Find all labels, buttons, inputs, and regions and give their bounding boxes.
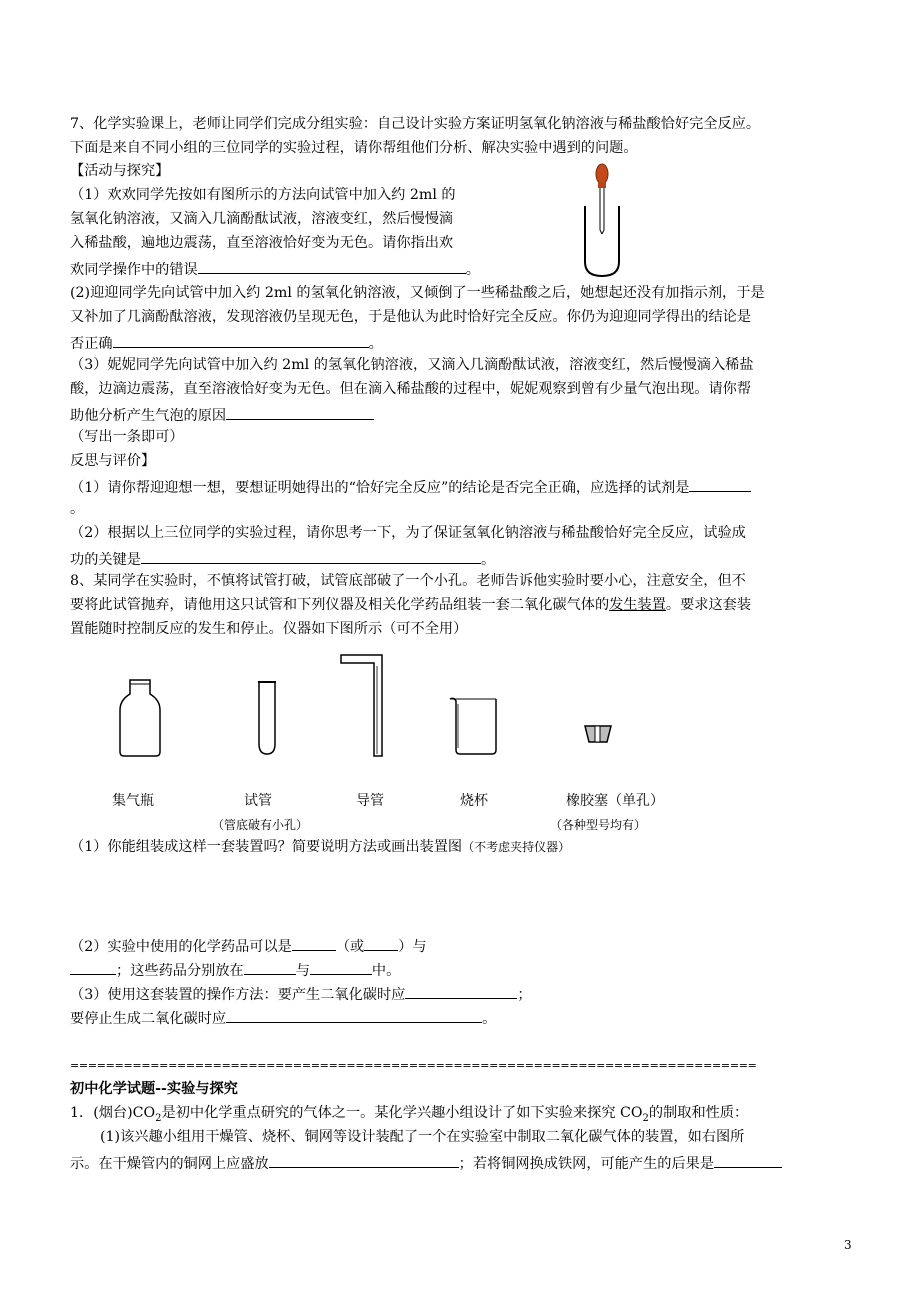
q7-r2-period: 。 [480,552,496,568]
q8-s2-text-b: （或 [335,939,365,955]
q8-s3-blank-2[interactable] [226,1006,482,1023]
q7-activity-heading: 【活动与探究】 [70,163,170,179]
q8-s1 [70,837,570,857]
q7-p3-line3 [70,403,374,426]
section-q1-text-a: 1．(烟台)CO [70,1105,156,1121]
label-test-tube: 试管 [244,793,272,809]
q8-s1-text: （1）你能组装成这样一套装置吗？简要说明方法或画出装置图 [70,839,463,855]
q7-p3-line2: 酸，边滴边震荡，直至溶液恰好变为无色。但在滴入稀盐酸的过程中，妮妮观察到曾有少量气泡出现。请你帮 [70,381,752,397]
rubber-stopper-icon [584,724,612,744]
test-tube-icon [256,680,278,756]
q7-r1-answer-blank[interactable] [689,475,751,492]
q8-s2-text-c: ）与 [398,939,427,955]
q8-s2-text-f: 中。 [371,963,401,979]
q8-s2-blank-2[interactable] [364,934,398,951]
q7-r1-line1 [70,475,751,498]
section-q1-line1 [70,1103,748,1129]
q8-s2-line1 [70,934,427,957]
q8-s2-text-a: （2）实验中使用的化学药品可以是 [70,939,292,955]
q7-p2-line1: (2)迎迎同学先向试管中加入约 2ml 的氢氧化钠溶液，又倾倒了一些稀盐酸之后，她想起还没有加指示剂，于是 [70,285,765,301]
q8-line2-underlined: 发生装置 [609,597,666,613]
q7-r2-line2 [70,547,495,570]
q7-line1: 7、化学实验课上，老师让同学们完成分组实验：自己设计实验方案证明氢氧化钠溶液与稀盐酸恰好完全反应。 [70,116,761,132]
q8-s1-note: （不考虑夹持仪器） [462,840,571,854]
q7-p1-period: 。 [465,262,480,278]
q7-reflect-heading: 反思与评价】 [70,453,156,469]
q7-r2-answer-blank[interactable] [141,547,481,564]
q7-p1-line4-text: 欢同学操作中的错误 [70,262,198,278]
q7-r1-line2: 。 [70,501,85,517]
q8-line3: 置能随时控制反应的发生和停止。仪器如下图所示（可不全用） [70,621,468,637]
q7-p2-line2: 又补加了几滴酚酞溶液，发现溶液仍呈现无色，于是他认为此时恰好完全反应。你仍为迎迎同学得出的结论是 [70,309,752,325]
q8-line2-end: 。要求这套装 [665,597,752,613]
q7-p1-answer-blank[interactable] [198,257,466,274]
q7-r1-line1-text: （1）请你帮迎迎想一想，要想证明她得出的“恰好完全反应”的结论是否完全正确，应选择的试剂是 [70,480,690,496]
section-q1-sub-2: 2 [642,1112,649,1124]
section-q1-blank-1[interactable] [269,1151,459,1168]
q8-s3-line1-end: ； [517,987,532,1003]
section-title: 初中化学试题--实验与探究 [70,1081,238,1097]
q7-r2-line2-text: 功的关键是 [70,552,141,568]
section-q1-line2: (1)该兴趣小组用干燥管、烧杯、铜网等设计装配了一个在实验室中制取二氧化碳气体的装置，如右图所 [100,1129,745,1145]
q8-s2-text-d: ；这些药品分别放在 [116,963,244,979]
q7-p3-line1: （3）妮妮同学先向试管中加入约 2ml 的氢氧化钠溶液，又滴入几滴酚酞试液，溶液变红，然后慢慢滴入稀盐 [70,357,754,373]
q7-p2-line3 [70,331,383,354]
q8-s3-line1-text: （3）使用这套装置的操作方法：要产生二氧化碳时应 [70,987,406,1003]
q8-line2-text: 要将此试管抛弃，请他用这只试管和下列仪器及相关化学药品组装一套二氧化碳气体的 [70,597,610,613]
section-q1-blank-2[interactable] [714,1151,782,1168]
q8-s3-period: 。 [482,1011,497,1027]
page-number: 3 [844,1238,852,1252]
label-test-tube-note: （管底破有小孔） [212,818,309,832]
q8-s2-blank-1[interactable] [292,934,336,951]
q7-p1-line1: （1）欢欢同学先按如有图所示的方法向试管中加入约 2ml 的 [70,187,456,203]
q8-line1: 8、某同学在实验时，不慎将试管打破，试管底部破了一个小孔。老师告诉他实验时要小心，注意安全，但不 [70,573,746,589]
q8-s3-line2-text: 要停止生成二氧化碳时应 [70,1011,227,1027]
label-glass-tube: 导管 [356,793,384,809]
section-divider: ============================================================================= [70,1059,757,1072]
q8-s3-blank-1[interactable] [405,982,517,999]
label-beaker: 烧杯 [460,793,488,809]
section-q1-line3-text-a: 示。在干燥管内的铜网上应盛放 [70,1156,269,1172]
q7-p2-answer-blank[interactable] [113,331,369,348]
q8-s2-blank-4[interactable] [244,958,296,975]
q8-s2-blank-5[interactable] [310,958,372,975]
q7-p3-line3-text: 助他分析产生气泡的原因 [70,408,227,424]
q8-s3-line2 [70,1006,496,1029]
glass-tube-icon [340,654,384,758]
section-q1-text-c: 的制取和性质： [648,1105,749,1121]
gas-bottle-icon [118,680,162,758]
label-gas-bottle: 集气瓶 [112,793,154,809]
q7-p3-answer-blank[interactable] [226,403,374,420]
dropper-test-tube-figure [578,160,628,280]
section-q1-line3-text-b: ；若将铜网换成铁网，可能产生的后果是 [458,1156,715,1172]
section-q1-line3 [70,1151,782,1174]
q7-p3-note: （写出一条即可） [70,429,184,445]
label-stopper-note: （各种型号均有） [550,818,647,832]
q7-r2-line1: （2）根据以上三位同学的实验过程，请你思考一下，为了保证氢氧化钠溶液与稀盐酸恰好完全反应，试验成 [70,525,746,541]
beaker-icon [448,696,500,756]
q7-p2-period: 。 [368,336,383,352]
q8-s2-line2 [70,958,400,981]
q8-s2-text-e: 与 [295,963,310,979]
q8-s2-blank-3[interactable] [70,958,116,975]
label-stopper: 橡胶塞（单孔） [566,793,664,809]
q7-p2-line3-text: 否正确 [70,336,113,352]
q7-p1-line3: 入稀盐酸，遍地边震荡，直至溶液恰好变为无色。请你指出欢 [70,235,454,251]
section-q1-text-b: 是初中化学重点研究的气体之一。某化学兴趣小组设计了如下实验来探究 CO [161,1105,643,1121]
q8-s3-line1 [70,982,532,1005]
q7-line2: 下面是来自不同小组的三位同学的实验过程，请你帮组他们分析、解决实验中遇到的问题。 [70,140,638,156]
q7-p1-line4 [70,257,480,280]
q8-line2 [70,595,751,615]
section-q1-sub-1: 2 [155,1112,162,1124]
q7-p1-line2: 氢氧化钠溶液，又滴入几滴酚酞试液，溶液变红，然后慢慢滴 [70,211,454,227]
